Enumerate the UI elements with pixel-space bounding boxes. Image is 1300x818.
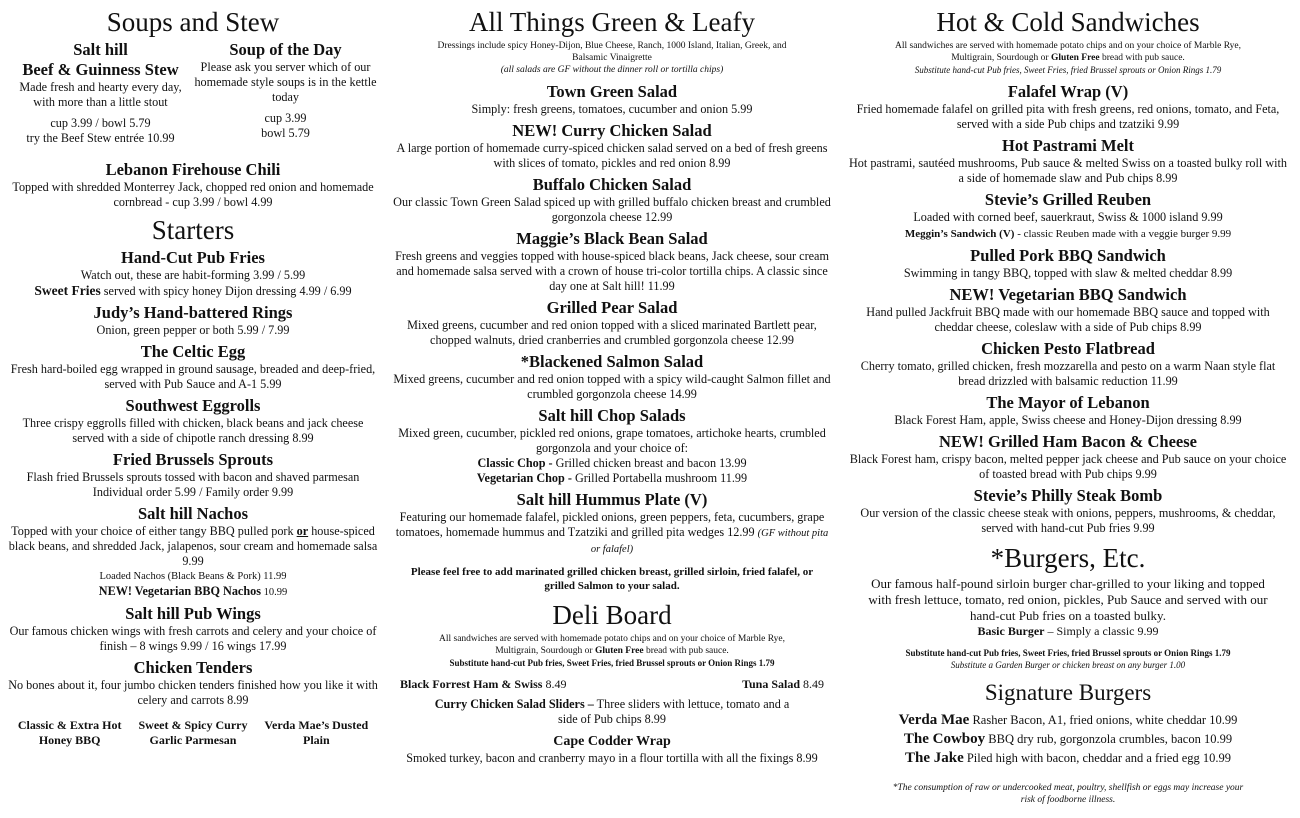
finish-option: Honey BBQ <box>38 733 101 747</box>
menu-item-sprouts <box>8 450 378 500</box>
section-title-deli: Deli Board <box>552 600 672 630</box>
menu-item-salmon <box>392 352 832 402</box>
item-price: bowl 5.79 <box>261 126 310 140</box>
finish-option: Plain <box>302 733 330 747</box>
item-name: Salt hill Pub Wings <box>125 604 261 623</box>
menu-item-reuben <box>846 190 1290 242</box>
section-subtitle <box>392 633 832 657</box>
finish-group <box>255 718 378 748</box>
item-desc: Simply: fresh greens, tomatoes, cucumber and onion 5.99 <box>471 102 753 116</box>
item-desc: Our classic Town Green Salad spiced up with grilled buffalo chicken breast and crumbled gorgonzola cheese 12.99 <box>393 195 831 224</box>
item-name: Town Green Salad <box>546 82 678 101</box>
finish-option: Sweet & Spicy Curry <box>138 718 248 732</box>
item-option-desc: Grilled Portabella mushroom 11.99 <box>571 471 748 485</box>
item-desc-loaded: Loaded Nachos (Black Beans & Pork) 11.99 <box>99 571 287 582</box>
item-price: cup 3.99 / bowl 5.79 <box>50 116 151 130</box>
item-desc-part: house-spiced black beans, and shredded Jack, jalapenos, sour cream and homemade salsa 9.99 <box>8 524 378 568</box>
burgers-substitute-garden: Substitute a Garden Burger or chicken breast on any burger 1.00 <box>950 660 1186 670</box>
item-price: 10.99 <box>260 587 288 598</box>
menu-item-soup-of-day <box>193 40 378 146</box>
item-name: Verda Mae <box>898 712 970 728</box>
item-name: Black Forrest Ham & Swiss <box>400 677 543 691</box>
item-name: Maggie’s Black Bean Salad <box>516 229 708 248</box>
item-desc: Onion, green pepper or both 5.99 / 7.99 <box>96 323 290 337</box>
item-desc: Swimming in tangy BBQ, topped with slaw & melted cheddar 8.99 <box>903 266 1233 280</box>
item-name: Hand-Cut Pub Fries <box>121 248 265 267</box>
item-name: Soup of the Day <box>229 40 342 59</box>
item-name: Chicken Pesto Flatbread <box>981 339 1155 358</box>
item-desc: Mixed greens, cucumber and red onion topped with a sliced marinated Bartlett pear, chopped walnuts, dried cranberries and crumbled gorgonzola cheese 12.99 <box>407 318 817 347</box>
wing-finishes <box>8 718 378 748</box>
section-subtitle-sub: Substitute hand-cut Pub fries, Sweet Fries, fried Brussel sprouts or Onion Rings 1.79 <box>449 658 775 668</box>
menu-item-wings <box>8 604 378 654</box>
menu-item-veg-bbq <box>846 285 1290 335</box>
item-desc: Black Forest Ham, apple, Swiss cheese and Honey-Dijon dressing 8.99 <box>894 413 1242 427</box>
item-desc: Three sliders with lettuce, tomato and a side of Pub chips 8.99 <box>558 697 790 726</box>
section-title-burgers: *Burgers, Etc. <box>990 543 1146 573</box>
item-desc: Please ask you server which of our homemade style soups is in the kettle today <box>194 60 377 104</box>
menu-item-black-bean <box>392 229 832 294</box>
deli-row <box>392 677 832 692</box>
item-desc: - classic Reuben made with a veggie burger 9.99 <box>1014 228 1232 240</box>
menu-item-buffalo <box>392 175 832 225</box>
menu-item-meggin <box>846 227 1290 242</box>
item-desc: Watch out, these are habit-forming 3.99 / 5.99 <box>80 268 306 282</box>
item-veg-nachos <box>8 584 378 600</box>
menu-item-pesto <box>846 339 1290 389</box>
item-desc: Cherry tomato, grilled chicken, fresh mozzarella and pesto on a warm Naan style flat bread drizzled with balsamic reduction 11.99 <box>860 359 1276 388</box>
item-desc: Fried homemade falafel on grilled pita with fresh greens, red onions, tomato, and Feta, served with a side Pub chips and tzatziki 9.99 <box>856 102 1280 131</box>
subtitle-gf: Gluten Free <box>594 646 644 656</box>
menu-item-fries <box>8 248 378 299</box>
item-desc: Our version of the classic cheese steak with onions, peppers, mushrooms, & cheddar, served with hand-cut Pub fries 9.99 <box>860 506 1276 535</box>
item-name: Falafel Wrap (V) <box>1007 82 1129 101</box>
menu-item-philly <box>846 486 1290 536</box>
item-name: Salt hill <box>73 40 128 59</box>
item-desc-part: Topped with your choice of either tangy BBQ pulled pork <box>11 524 297 538</box>
item-price: 8.49 <box>542 677 567 691</box>
menu-item-celtic-egg <box>8 342 378 392</box>
item-name: NEW! Vegetarian BBQ Sandwich <box>949 285 1187 304</box>
item-desc: Loaded with corned beef, sauerkraut, Swiss & 1000 island 9.99 <box>913 210 1223 224</box>
item-desc: No bones about it, four jumbo chicken tenders finished how you like it with celery and carrots 8.99 <box>8 678 378 707</box>
subtitle-text: All sandwiches are served with homemade potato chips and on your choice of Marble Rye, Multigrain, Sourdough or <box>894 41 1241 63</box>
menu-item-jake <box>846 749 1290 768</box>
item-name: Stevie’s Grilled Reuben <box>984 190 1152 209</box>
item-name: Southwest Eggrolls <box>125 396 261 415</box>
item-name: Judy’s Hand-battered Rings <box>93 303 293 322</box>
item-desc: Mixed green, cucumber, pickled red onions, grape tomatoes, artichoke hearts, crumbled gorgonzola and your choice of: <box>398 426 826 455</box>
item-name: Cape Codder Wrap <box>553 734 671 749</box>
item-name: Pulled Pork BBQ Sandwich <box>970 246 1166 265</box>
menu-item-ham-swiss <box>400 677 566 692</box>
section-subtitle-sub: Substitute hand-cut Pub fries, Sweet Fries, fried Brussel sprouts or Onion Rings 1.79 <box>914 65 1222 75</box>
menu-item-tuna <box>742 677 824 692</box>
section-subtitle <box>846 40 1290 64</box>
item-price: try the Beef Stew entrée 10.99 <box>26 131 175 145</box>
item-price: cup 3.99 <box>264 111 307 125</box>
menu-item-tenders <box>8 658 378 708</box>
column-middle <box>384 0 840 818</box>
menu-item-pear <box>392 298 832 348</box>
section-title-starters: Starters <box>151 215 235 245</box>
item-desc: – Simply a classic 9.99 <box>1044 624 1159 638</box>
item-desc: A large portion of homemade curry-spiced chicken salad served on a bed of fresh greens with slices of tomato, pickles and red onion 8.99 <box>396 141 828 170</box>
item-name: Buffalo Chicken Salad <box>532 175 692 194</box>
column-left <box>0 0 384 818</box>
section-subtitle: Dressings include spicy Honey-Dijon, Blue Cheese, Ranch, 1000 Island, Italian, Greek, and Balsamic Vinaigrette <box>437 41 787 63</box>
menu-item-grilled-ham <box>846 432 1290 482</box>
item-name: The Mayor of Lebanon <box>986 393 1150 412</box>
item-name: The Jake <box>904 750 964 766</box>
item-name: Salt hill Nachos <box>137 504 249 523</box>
foodborne-warning: *The consumption of raw or undercooked meat, poultry, shellfish or eggs may increase your risk of foodborne illness. <box>892 783 1244 805</box>
menu-item-pastrami <box>846 136 1290 186</box>
section-title-soups: Soups and Stew <box>106 7 280 37</box>
item-name: Beef & Guinness Stew <box>22 60 179 79</box>
item-desc: Topped with shredded Monterrey Jack, chopped red onion and homemade cornbread - cup 3.99 / bowl 4.99 <box>12 180 374 209</box>
item-name: The Celtic Egg <box>140 342 246 361</box>
menu-item-sliders <box>392 697 832 727</box>
section-title-signature: Signature Burgers <box>984 680 1152 705</box>
menu-item-eggrolls <box>8 396 378 446</box>
item-desc-text: Featuring our homemade falafel, pickled onions, green peppers, feta, cucumbers, grape tomatoes, homemade hummus and Tzatziki and grilled pita wedges 12.99 <box>395 510 825 539</box>
item-option <box>392 471 832 486</box>
item-name: NEW! Vegetarian BBQ Nachos <box>98 584 261 598</box>
item-name: NEW! Grilled Ham Bacon & Cheese <box>938 432 1197 451</box>
finish-option: Classic & Extra Hot <box>17 718 122 732</box>
item-desc: served with spicy honey Dijon dressing 4.99 / 6.99 <box>100 284 352 298</box>
finish-group <box>131 718 254 748</box>
item-desc: Our famous chicken wings with fresh carrots and celery and your choice of finish – 8 wings 9.99 / 16 wings 17.99 <box>9 624 377 653</box>
finish-group <box>8 718 131 748</box>
menu-item-rings <box>8 303 378 338</box>
item-desc: BBQ dry rub, gorgonzola crumbles, bacon 10.99 <box>985 732 1233 746</box>
menu-item-cowboy <box>846 730 1290 749</box>
finish-option: Verda Mae’s Dusted <box>264 718 369 732</box>
menu-item-stew <box>8 40 193 146</box>
menu-item-verda-mae <box>846 711 1290 730</box>
item-option-name: Classic Chop - <box>477 456 553 470</box>
menu-item-curry-salad <box>392 121 832 171</box>
item-desc: Fresh hard-boiled egg wrapped in ground sausage, breaded and deep-fried, served with Pub Sauce and A-1 5.99 <box>10 362 376 391</box>
item-name: The Cowboy <box>903 731 986 747</box>
item-name: Curry Chicken Salad Sliders – <box>434 697 594 711</box>
subtitle-text: All sandwiches are served with homemade potato chips and on your choice of Marble Rye, Multigrain, Sourdough or <box>438 634 785 656</box>
item-name: Stevie’s Philly Steak Bomb <box>973 486 1163 505</box>
subtitle-gf: Gluten Free <box>1050 53 1100 63</box>
item-name: Grilled Pear Salad <box>546 298 678 317</box>
item-name: Basic Burger <box>977 624 1045 638</box>
menu-item-town-green <box>392 82 832 117</box>
item-desc: Made fresh and hearty every day, with more than a little stout <box>19 80 182 109</box>
item-desc: Flash fried Brussels sprouts tossed with bacon and shaved parmesan <box>26 470 360 484</box>
signature-list <box>846 711 1290 768</box>
menu-item-wrap <box>392 733 832 766</box>
finish-option: Garlic Parmesan <box>149 733 237 747</box>
subtitle-text: bread with pub sauce. <box>1099 53 1185 63</box>
menu-item-basic-burger <box>846 624 1290 639</box>
item-desc: Smoked turkey, bacon and cranberry mayo in a flour tortilla with all the fixings 8.99 <box>406 751 818 765</box>
menu-item-pulled-pork <box>846 246 1290 281</box>
item-desc-sweet-fries <box>8 283 378 299</box>
item-desc: Black Forest ham, crispy bacon, melted pepper jack cheese and Pub sauce on your choice of toasted bread with Pub chips 9.99 <box>849 452 1287 481</box>
item-desc: Mixed greens, cucumber and red onion topped with a spicy wild-caught Salmon fillet and crumbled gorgonzola cheese 14.99 <box>393 372 831 401</box>
soups-row <box>8 40 378 146</box>
item-price: 8.49 <box>800 677 824 691</box>
item-option-name: Vegetarian Chop - <box>476 471 572 485</box>
salad-addon-note: Please feel free to add marinated grilled chicken breast, grilled sirloin, fried falafel, or grilled Salmon to your salad. <box>410 566 814 592</box>
menu-item-nachos <box>8 504 378 600</box>
menu-item-hummus <box>392 490 832 557</box>
item-desc <box>392 510 832 557</box>
column-right <box>840 0 1300 818</box>
item-desc: Hot pastrami, sautéed mushrooms, Pub sauce & melted Swiss on a toasted bulky roll with a side of homemade slaw and Pub chips 8.99 <box>848 156 1288 185</box>
item-option-desc: Grilled chicken breast and bacon 13.99 <box>552 456 747 470</box>
item-name: NEW! Curry Chicken Salad <box>512 121 712 140</box>
item-name: Tuna Salad <box>742 677 800 691</box>
item-desc: Fresh greens and veggies topped with house-spiced black beans, Jack cheese, sour cream and homemade salsa served with a crown of house tri-color tortilla chips. A classic since day one at Salt hill! 11.99 <box>395 249 829 293</box>
section-subtitle-gf: (all salads are GF without the dinner roll or tortilla chips) <box>500 65 724 75</box>
item-name: *Blackened Salmon Salad <box>520 352 704 371</box>
item-name: Hot Pastrami Melt <box>1002 136 1134 155</box>
menu-item-chop <box>392 406 832 486</box>
item-name: Salt hill Hummus Plate (V) <box>516 490 708 509</box>
item-price: Individual order 5.99 / Family order 9.99 <box>92 485 294 499</box>
item-name: Salt hill Chop Salads <box>538 406 686 425</box>
item-desc-gf: (GF without pita or falafel) <box>590 528 829 555</box>
item-desc-or: or <box>296 524 309 538</box>
item-name: Sweet Fries <box>34 283 101 298</box>
menu-item-falafel <box>846 82 1290 132</box>
item-desc: Rasher Bacon, A1, fried onions, white cheddar 10.99 <box>969 713 1238 727</box>
item-name: Lebanon Firehouse Chili <box>105 160 281 179</box>
item-desc: Hand pulled Jackfruit BBQ made with our homemade BBQ sauce and topped with cheddar cheese, coleslaw with a side of Pub chips 8.99 <box>866 305 1270 334</box>
burgers-desc: Our famous half-pound sirloin burger char-grilled to your liking and topped with fresh lettuce, tomato, red onion, pickles, Pub Sauce and served with our hand-cut Pub fries on a toasted bulky. <box>868 576 1268 623</box>
menu-item-chili <box>8 160 378 210</box>
section-title-sandwiches: Hot & Cold Sandwiches <box>936 7 1200 37</box>
menu-item-mayor <box>846 393 1290 428</box>
burgers-substitute: Substitute hand-cut Pub fries, Sweet Fries, fried Brussel sprouts or Onion Rings 1.79 <box>905 648 1231 658</box>
item-name: Meggin’s Sandwich (V) <box>904 228 1015 240</box>
item-name: Fried Brussels Sprouts <box>112 450 274 469</box>
item-desc <box>8 524 378 569</box>
subtitle-text: bread with pub sauce. <box>643 646 729 656</box>
item-desc: Three crispy eggrolls filled with chicken, black beans and jack cheese served with a side of chipotle ranch dressing 8.99 <box>22 416 364 445</box>
item-name: Chicken Tenders <box>133 658 253 677</box>
item-option <box>392 456 832 471</box>
section-title-greens: All Things Green & Leafy <box>469 7 755 37</box>
item-desc: Piled high with bacon, cheddar and a fried egg 10.99 <box>963 751 1232 765</box>
